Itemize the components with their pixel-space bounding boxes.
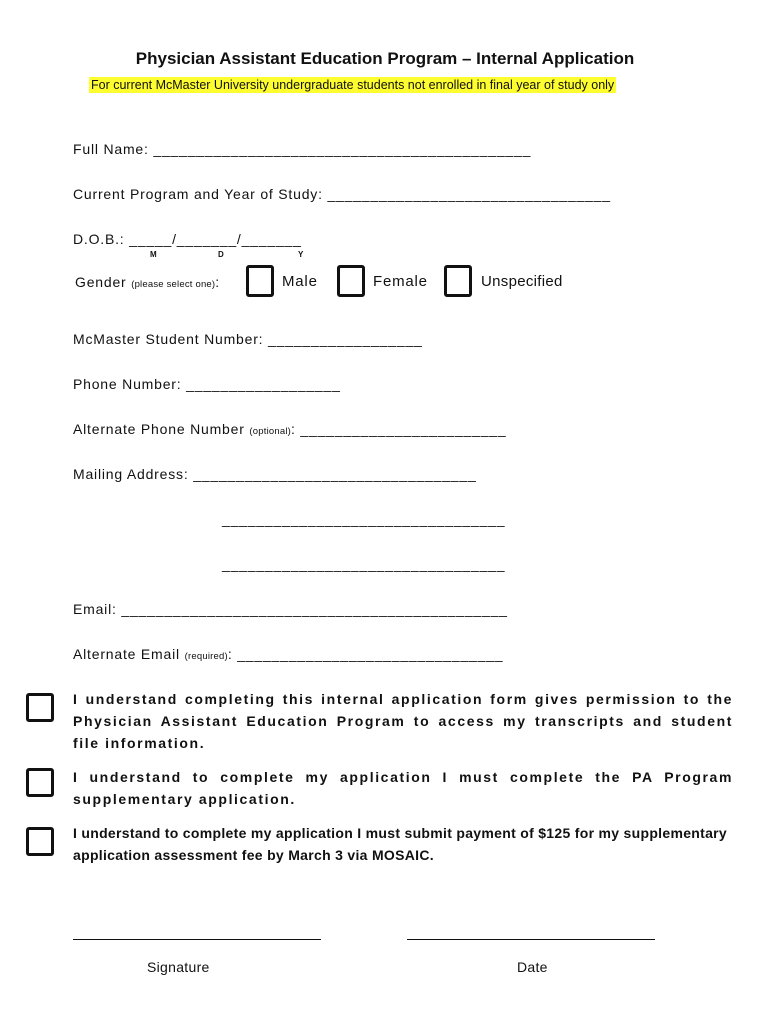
gender-label: Gender [75,274,127,290]
gender-male-label: Male [282,273,318,290]
signature-line[interactable] [73,939,321,940]
gender-label-row [75,274,220,290]
email-field[interactable]: Email: _____________________________________________ [73,601,508,617]
gender-unspecified-label: Unspecified [481,273,563,290]
ack-supplementary-text: I understand to complete my application I must complete the PA Program supplementary application. [73,769,733,807]
dob-year-hint: Y [298,250,304,259]
student-number-field[interactable]: McMaster Student Number: __________________ [73,331,423,347]
dob-field[interactable]: D.O.B.: _____/_______/_______ [73,231,302,247]
alt-phone-hint: (optional) [249,426,292,437]
date-label: Date [517,959,548,975]
program-field[interactable]: Current Program and Year of Study: _________________________________ [73,186,611,202]
alt-phone-field[interactable] [73,421,506,437]
mailing-address-line-3[interactable]: _________________________________ [222,556,506,572]
dob-month-hint: M [150,250,157,259]
alt-phone-label: Alternate Phone Number [73,421,245,437]
gender-female-checkbox[interactable] [337,265,365,297]
alt-email-label: Alternate Email [73,646,180,662]
mailing-address-line-2[interactable]: _________________________________ [222,511,506,527]
alt-phone-blank: : ________________________ [291,421,507,437]
mailing-address-field[interactable]: Mailing Address: _________________________________ [73,466,477,482]
alt-email-field[interactable] [73,646,503,662]
date-line[interactable] [407,939,655,940]
gender-unspecified-checkbox[interactable] [444,265,472,297]
gender-hint: (please select one) [131,279,216,290]
form-subtitle: For current McMaster University undergraduate students not enrolled in final year of study only [91,78,615,92]
dob-day-hint: D [218,250,224,259]
alt-email-blank: : _______________________________ [227,646,504,662]
phone-field[interactable]: Phone Number: __________________ [73,376,341,392]
alt-email-hint: (required) [184,651,228,662]
ack-supplementary-checkbox[interactable] [26,768,54,797]
gender-colon: : [215,274,220,290]
ack-payment-text: I understand to complete my application I must submit payment of $125 for my supplementary application assessment fee by March 3 via MOSAIC. [73,825,728,863]
full-name-field[interactable]: Full Name: ____________________________________________ [73,141,532,157]
signature-label: Signature [147,959,210,975]
gender-male-checkbox[interactable] [246,265,274,297]
form-title: Physician Assistant Education Program – Internal Application [135,49,635,68]
ack-payment-checkbox[interactable] [26,827,54,856]
ack-transcripts-checkbox[interactable] [26,693,54,722]
gender-female-label: Female [373,273,428,290]
ack-transcripts-text: I understand completing this internal application form gives permission to the Physician Assistant Education Program to access my transcripts and student file information. [73,691,733,751]
